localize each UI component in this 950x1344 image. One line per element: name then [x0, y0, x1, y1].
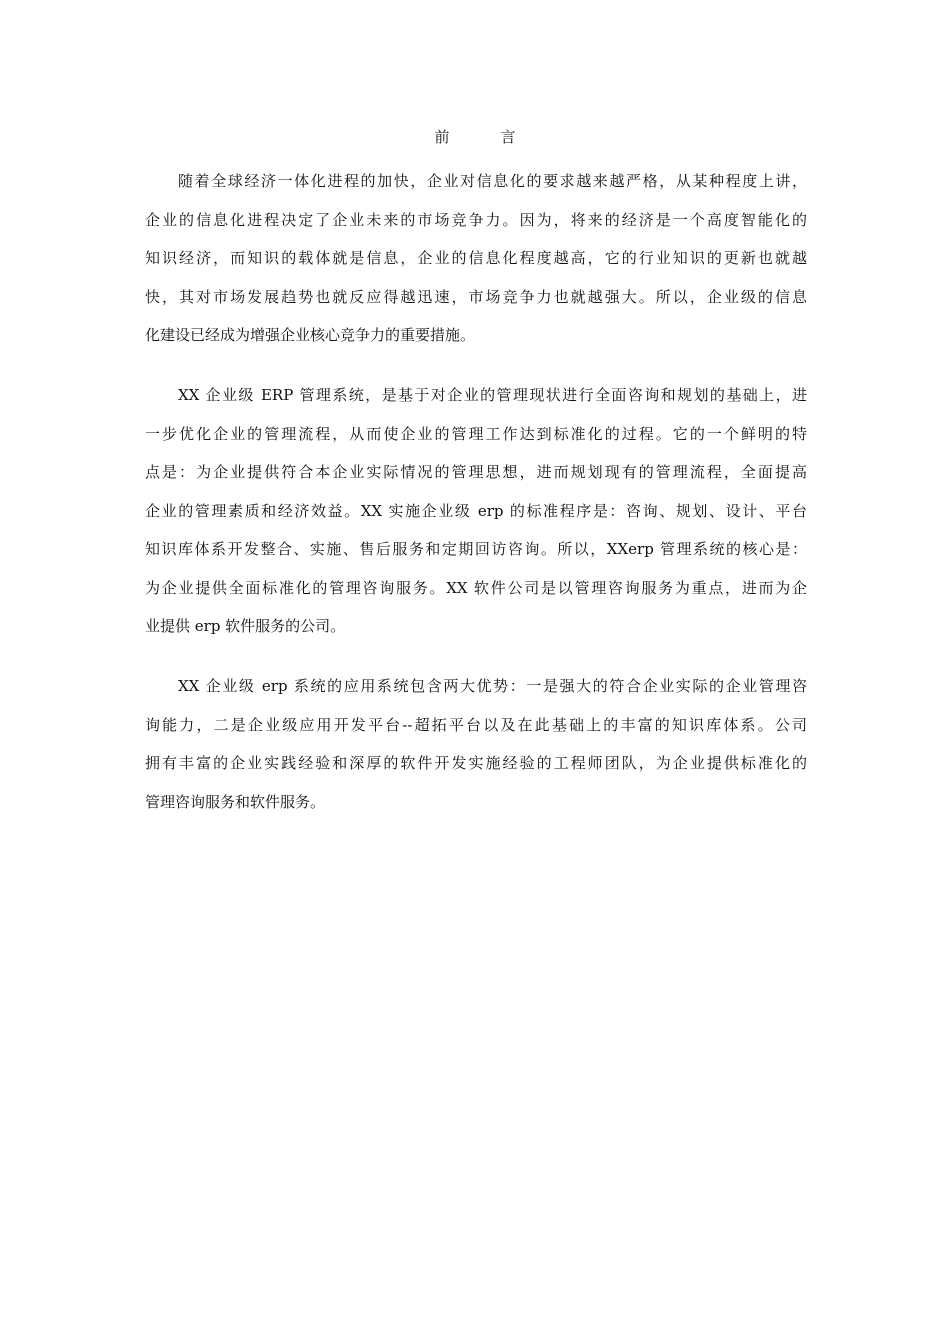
paragraph-line: 企业的管理素质和经济效益。XX 实施企业级 erp 的标准程序是：咨询、规划、设计、平台: [145, 501, 807, 520]
paragraph-line: 业提供 erp 软件服务的公司。: [145, 617, 346, 635]
paragraph-1: [145, 162, 807, 355]
paragraph-line: 询能力，二是企业级应用开发平台--超拓平台以及在此基础上的丰富的知识库体系。公司: [145, 715, 807, 734]
paragraph-line: 拥有丰富的企业实践经验和深厚的软件开发实施经验的工程师团队，为企业提供标准化的: [145, 754, 807, 772]
paragraph-line: 一步优化企业的管理流程，从而使企业的管理工作达到标准化的过程。它的一个鲜明的特: [145, 424, 807, 443]
paragraph-line: XX 企业级 erp 系统的应用系统包含两大优势：一是强大的符合企业实际的企业管理咨: [178, 677, 807, 695]
paragraph-2: [145, 376, 807, 646]
paragraph-line: 为企业提供全面标准化的管理咨询服务。XX 软件公司是以管理咨询服务为重点，进而为企: [145, 578, 807, 597]
paragraph-line: 化建设已经成为增强企业核心竞争力的重要措施。: [145, 326, 476, 344]
paragraph-line: 知识经济，而知识的载体就是信息，企业的信息化程度越高，它的行业知识的更新也就越: [145, 249, 807, 267]
paragraph-line: 管理咨询服务和软件服务。: [145, 792, 326, 811]
paragraph-line: 点是：为企业提供符合本企业实际情况的管理思想，进而规划现有的管理流程，全面提高: [145, 463, 807, 481]
paragraph-line: XX 企业级 ERP 管理系统，是基于对企业的管理现状进行全面咨询和规划的基础上，进: [178, 386, 807, 404]
paragraph-line: 随着全球经济一体化进程的加快，企业对信息化的要求越来越严格，从某种程度上讲，: [178, 172, 807, 190]
paragraph-3: [145, 667, 807, 821]
page-title: 前 言: [434, 128, 534, 146]
paragraph-line: 知识库体系开发整合、实施、售后服务和定期回访咨询。所以，XXerp 管理系统的核心是：: [145, 540, 807, 558]
paragraph-line: 快，其对市场发展趋势也就反应得越迅速，市场竞争力也就越强大。所以，企业级的信息: [145, 287, 807, 306]
paragraph-line: 企业的信息化进程决定了企业未来的市场竞争力。因为，将来的经济是一个高度智能化的: [145, 210, 807, 229]
